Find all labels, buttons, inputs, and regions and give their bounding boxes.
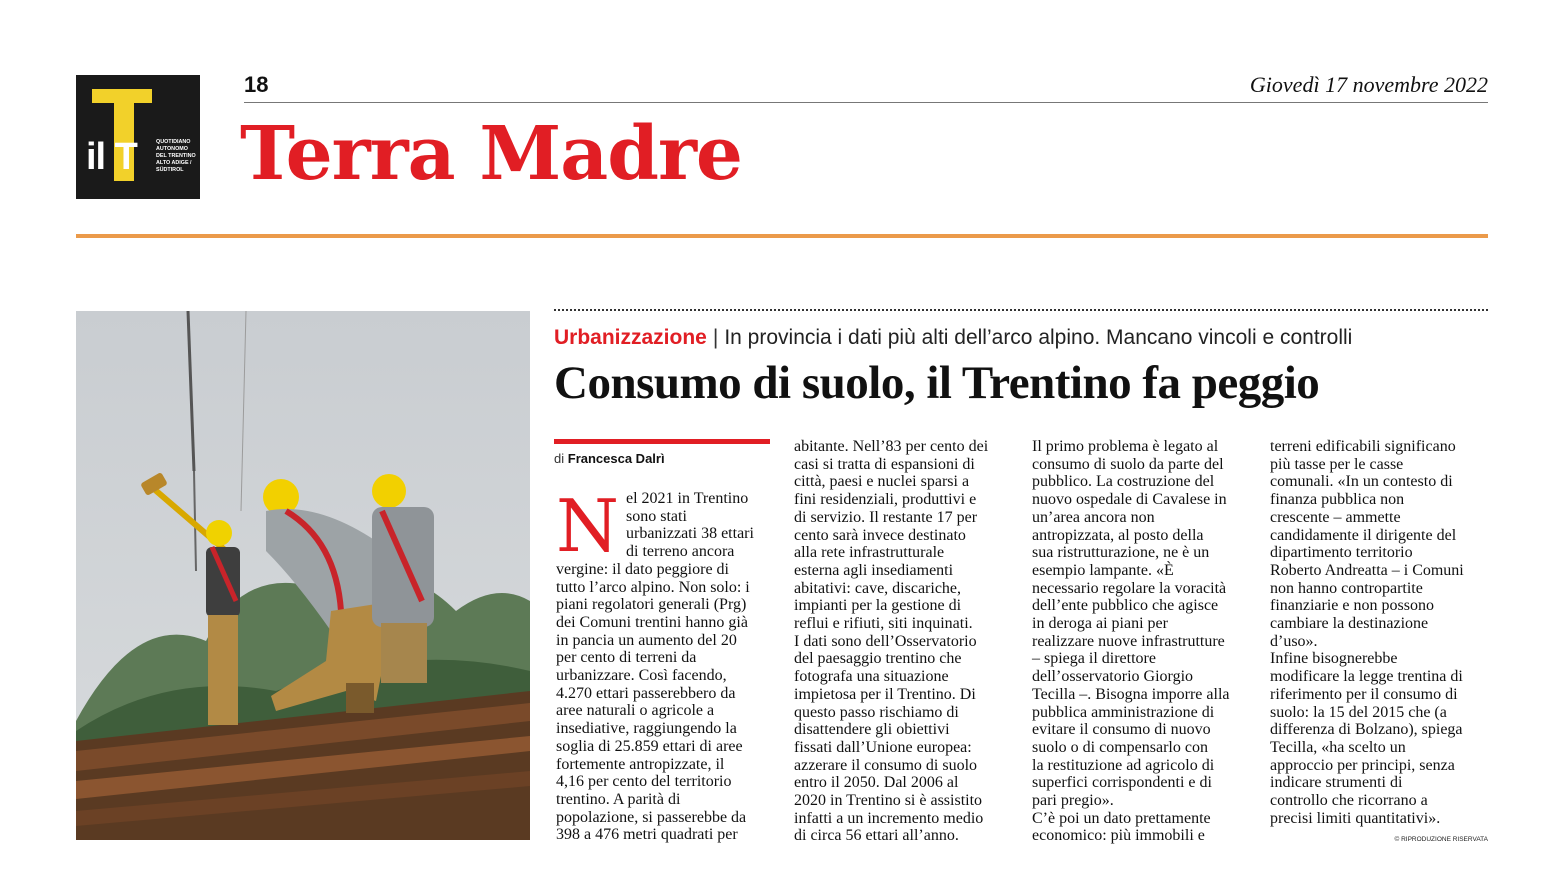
body-line-col2: del paesaggio trentino che: [794, 650, 962, 668]
body-line-col1: vergine: il dato peggiore di: [556, 560, 729, 578]
body-line-col2: casi si tratta di espansioni di: [794, 455, 975, 473]
body-line-col4: modificare la legge trentina di: [1270, 668, 1463, 686]
body-line-col3: consumo di suolo da parte del: [1032, 455, 1224, 473]
body-line-col2: I dati sono dell’Osservatorio: [794, 632, 977, 650]
body-line-col4: differenza di Bolzano), spiega: [1270, 721, 1463, 739]
body-line-col1: dei Comuni trentini hanno già: [556, 613, 748, 631]
issue-date: Giovedì 17 novembre 2022: [1249, 72, 1488, 97]
body-line-col1: popolazione, si passerebbe da: [556, 808, 747, 826]
body-line-col2: alla rete infrastrutturale: [794, 544, 945, 562]
byline-prefix: di: [554, 451, 565, 466]
body-line-col2: questo passo rischiamo di: [794, 703, 959, 721]
body-line-col1: fortemente antropizzate, il: [556, 755, 725, 773]
body-line-col1: in pancia un aumento del 20: [556, 631, 737, 649]
body-line-col3: la restituzione ad agricolo di: [1032, 756, 1215, 774]
article-photo: [76, 311, 530, 840]
body-line-col4: precisi limiti quantitativi».: [1270, 809, 1441, 827]
body-line-col3: esempio lampante. «È: [1032, 561, 1174, 579]
copyright-notice: © RIPRODUZIONE RISERVATA: [1394, 836, 1488, 843]
body-line-col2: esterna agli insediamenti: [794, 561, 954, 579]
body-line-col4: suolo: la 15 del 2015 che (a: [1270, 703, 1447, 721]
body-line-col1: 398 a 476 metri quadrati per: [556, 826, 738, 844]
logo-tagline: QUOTIDIANO AUTONOMO DEL TRENTINO ALTO ADIGE / SÜDTIROL: [156, 139, 196, 173]
body-line-col3: un’area ancora non: [1032, 508, 1155, 526]
body-line-col4: controllo che ricorrano a: [1270, 792, 1428, 809]
body-line-col3: evitare il consumo di nuovo: [1032, 721, 1211, 739]
body-line-col1: piani regolatori generali (Prg): [556, 596, 747, 614]
body-line-col3: C’è poi un dato prettamente: [1032, 809, 1211, 827]
body-line-col1: 4,16 per cento del territorio: [556, 773, 732, 791]
body-line-col4: cambiare la destinazione: [1270, 615, 1429, 632]
body-line-col4: finanziarie e non possono: [1270, 597, 1434, 615]
body-line-col4: crescente – ammette: [1270, 508, 1401, 526]
body-line-col3: pubblica amministrazione di: [1032, 703, 1215, 721]
body-line-col2: città, paesi e nuclei sparsi a: [794, 473, 970, 491]
body-line-col3: suolo o di compensarlo con: [1032, 738, 1208, 756]
newspaper-logo: [76, 75, 200, 199]
body-line-col1: urbanizzare. Così facendo,: [556, 667, 727, 684]
kicker-separator: |: [712, 326, 719, 349]
byline-author: Francesca Dalrì: [567, 451, 665, 466]
body-line-col3: pubblico. La costruzione del: [1032, 473, 1215, 491]
section-divider: [76, 234, 1488, 238]
body-line-col3: Il primo problema è legato al: [1032, 438, 1219, 455]
drop-cap: N: [556, 484, 619, 568]
body-line-col1: aree naturali o agricole a: [556, 702, 715, 720]
body-line-col4: finanza pubblica non: [1270, 491, 1405, 509]
body-line-col3: sua ristrutturazione, ne è un: [1032, 544, 1210, 562]
body-line-col1: insediative, raggiungendo la: [556, 720, 737, 738]
body-line-col4: Tecilla, «ha scelto un: [1270, 738, 1406, 756]
body-line-col3: nuovo ospedale di Cavalese in: [1032, 491, 1227, 509]
article-kicker: [554, 324, 1352, 352]
body-line-col4: non hanno contropartite: [1270, 579, 1423, 597]
body-line-col2: fotografa una situazione: [794, 668, 949, 686]
body-line-col3: pari pregio».: [1032, 792, 1114, 809]
section-title: Terra Madre: [240, 111, 743, 197]
body-line-col4: più tasse per le casse: [1270, 455, 1404, 473]
body-line-col2: di circa 56 ettari all’anno.: [794, 827, 959, 845]
body-line-col3: realizzare nuove infrastrutture: [1032, 632, 1225, 650]
page-number: 18: [244, 72, 269, 97]
body-line-col4: Infine bisognerebbe: [1270, 650, 1398, 668]
body-line-col3: superfici corrispondenti e di: [1032, 774, 1212, 792]
body-line-col2: impianti per la gestione di: [794, 597, 962, 615]
body-line-col2: abitativi: cave, discariche,: [794, 579, 962, 597]
body-line-col1: di terreno ancora: [626, 543, 735, 561]
byline-divider: [554, 439, 770, 444]
body-line-col4: indicare strumenti di: [1270, 774, 1403, 792]
article-byline: [554, 450, 665, 468]
body-line-col1: tutto l’arco alpino. Non solo: i: [556, 578, 750, 596]
body-line-col3: necessario regolare la voracità: [1032, 579, 1227, 597]
body-line-col2: azzerare il consumo di suolo: [794, 756, 978, 774]
body-line-col4: dipartimento territorio: [1270, 544, 1413, 562]
construction-workers-image: [76, 311, 530, 840]
body-line-col2: reflui e rifiuti, siti inquinati.: [794, 615, 973, 632]
kicker-label: Urbanizzazione: [554, 326, 707, 349]
body-line-col2: impietosa per il Trentino. Di: [794, 685, 976, 703]
body-line-col4: terreni edificabili significano: [1270, 438, 1456, 455]
header-divider: [244, 102, 1488, 103]
body-line-col3: in deroga ai piani per: [1032, 615, 1168, 632]
body-line-col2: entro il 2050. Dal 2006 al: [794, 774, 959, 792]
body-line-col1: trentino. A parità di: [556, 790, 681, 808]
body-line-col4: candidamente il dirigente del: [1270, 526, 1457, 544]
body-line-col4: Roberto Andreatta – i Comuni: [1270, 561, 1464, 579]
logo-text: il T: [86, 136, 137, 178]
body-line-col4: d’uso».: [1270, 632, 1318, 650]
body-line-col3: dell’ente pubblico che agisce: [1032, 597, 1219, 615]
body-line-col1: urbanizzati 38 ettari: [626, 525, 754, 543]
body-line-col2: disattendere gli obiettivi: [794, 721, 950, 739]
body-line-col2: cento sarà invece destinato: [794, 526, 966, 544]
body-line-col4: riferimento per il consumo di: [1270, 685, 1458, 703]
body-line-col1: el 2021 in Trentino: [626, 490, 749, 507]
body-line-col3: dell’osservatorio Giorgio: [1032, 668, 1194, 686]
body-line-col1: soglia di 25.859 ettari di aree: [556, 737, 743, 755]
body-line-col1: 4.270 ettari passerebbero da: [556, 684, 736, 702]
body-line-col2: 2020 in Trentino si è assistito: [794, 792, 983, 809]
body-line-col3: Tecilla –. Bisogna imporre alla: [1032, 685, 1230, 703]
kicker-text: In provincia i dati più alti dell’arco alpino. Mancano vincoli e controlli: [724, 326, 1353, 349]
body-line-col3: economico: più immobili e: [1032, 827, 1205, 845]
body-line-col3: antropizzata, al posto della: [1032, 526, 1204, 544]
body-line-col2: abitante. Nell’83 per cento dei: [794, 438, 989, 455]
body-line-col2: fissati dall’Unione europea:: [794, 738, 972, 756]
body-line-col4: comunali. «In un contesto di: [1270, 473, 1453, 491]
body-line-col3: – spiega il direttore: [1032, 650, 1156, 668]
body-line-col1: sono stati: [626, 507, 687, 525]
article-top-divider: [554, 309, 1488, 311]
body-line-col4: approccio per principi, senza: [1270, 756, 1455, 774]
article-headline: Consumo di suolo, il Trentino fa peggio: [554, 357, 1320, 409]
body-line-col1: per cento di terreni da: [556, 649, 697, 667]
body-line-col2: fini residenziali, produttivi e: [794, 491, 977, 509]
body-line-col2: infatti a un incremento medio: [794, 809, 984, 827]
body-line-col2: di servizio. Il restante 17 per: [794, 508, 978, 526]
